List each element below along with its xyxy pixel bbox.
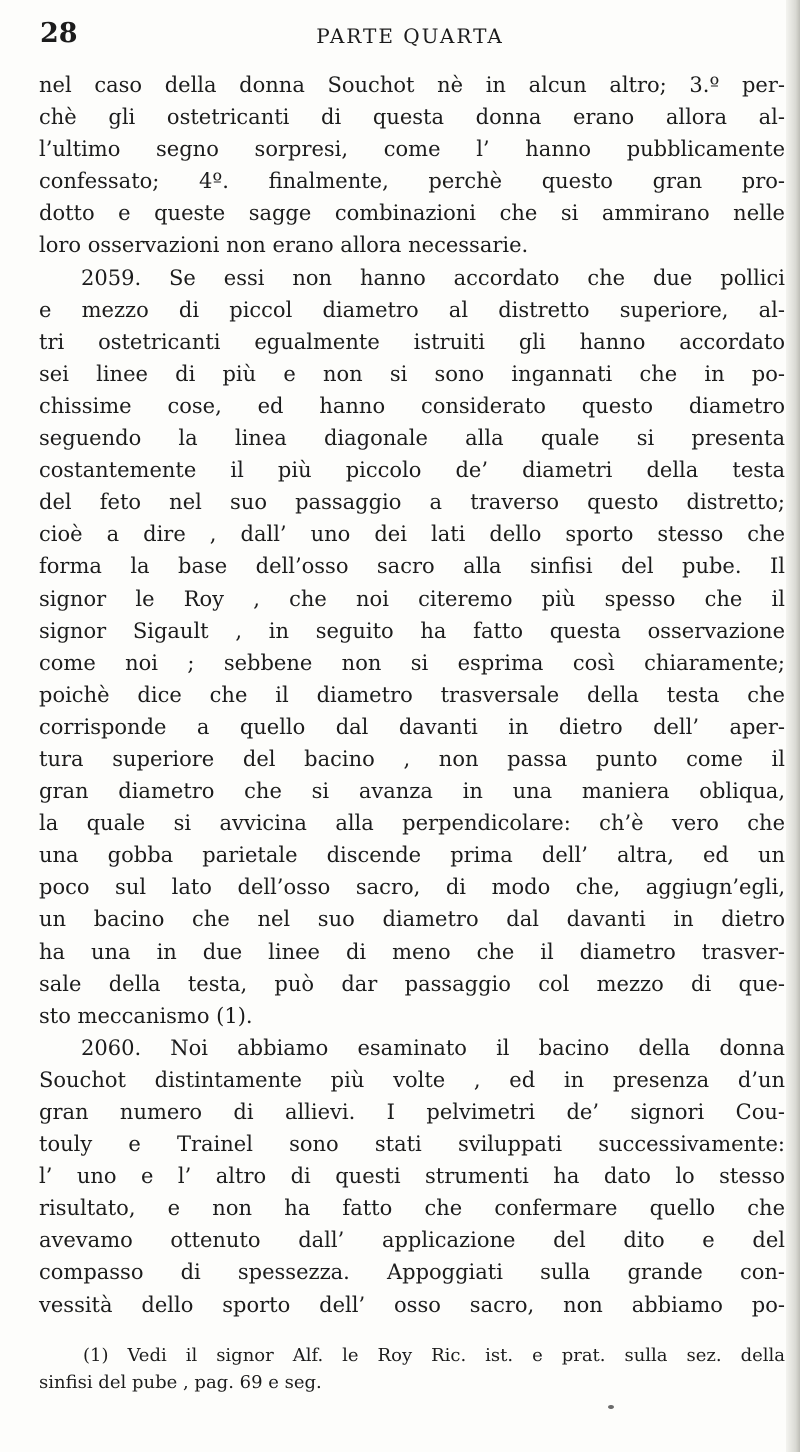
text-line: l’ultimo segno sorpresi, come l’ hanno pubblicamente bbox=[39, 137, 785, 162]
text-line: gran numero di allievi. I pelvimetri de’ signori Cou- bbox=[39, 1100, 785, 1124]
text-line: risultato, e non ha fatto che confermare quello che bbox=[39, 1196, 785, 1221]
text-line: Souchot distintamente più volte , ed in presenza d’un bbox=[39, 1067, 785, 1092]
text-line: touly e Trainel sono stati sviluppati successivamente: bbox=[39, 1132, 785, 1157]
text-line: la quale si avvicina alla perpendicolare: ch’è vero che bbox=[39, 811, 785, 836]
text-line: tri ostetricanti egualmente istruiti gli hanno accordato bbox=[39, 329, 785, 354]
text-line: avevamo ottenuto dall’ applicazione del dito e del bbox=[39, 1228, 785, 1253]
text-line: ha una in due linee di meno che il diametro trasver- bbox=[39, 939, 785, 964]
text-line: corrisponde a quello dal davanti in dietro dell’ aper- bbox=[39, 714, 785, 739]
paragraph-start-2060: 2060. Noi abbiamo esaminato il bacino della donna bbox=[81, 1035, 785, 1060]
footnote-line: (1) Vedi il signor Alf. le Roy Ric. ist. e prat. sulla sez. della bbox=[83, 1345, 785, 1366]
text-line: sto meccanismo (1). bbox=[39, 1003, 253, 1028]
text-line: e mezzo di piccol diametro al distretto superiore, al- bbox=[39, 297, 785, 322]
text-line: costantemente il più piccolo de’ diametri della testa bbox=[39, 458, 785, 483]
text-line: come noi ; sebbene non si esprima così chiaramente; bbox=[39, 650, 785, 675]
text-line: confessato; 4º. finalmente, perchè questo gran pro- bbox=[39, 169, 785, 194]
page-number: 28 bbox=[40, 18, 78, 49]
page-edge-shadow bbox=[786, 0, 800, 1452]
text-line: loro osservazioni non erano allora necessarie. bbox=[39, 233, 529, 258]
body-text bbox=[39, 69, 785, 1321]
text-line: poichè dice che il diametro trasversale della testa che bbox=[39, 682, 785, 707]
footnote bbox=[39, 1343, 785, 1396]
text-line: poco sul lato dell’osso sacro, di modo che, aggiugn’egli, bbox=[39, 875, 785, 900]
text-line: compasso di spessezza. Appoggiati sulla grande con- bbox=[39, 1260, 785, 1285]
text-line: sei linee di più e non si sono ingannati che in po- bbox=[39, 361, 785, 386]
page-header bbox=[40, 18, 780, 58]
text-line: dotto e queste sagge combinazioni che si ammirano nelle bbox=[39, 201, 785, 226]
running-head: PARTE QUARTA bbox=[316, 24, 504, 48]
text-line: gran diametro che si avanza in una maniera obliqua, bbox=[39, 779, 785, 804]
text-line: tura superiore del bacino , non passa punto come il bbox=[39, 746, 785, 771]
text-line: una gobba parietale discende prima dell’ altra, ed un bbox=[39, 843, 785, 868]
footnote-line: sinfisi del pube , pag. 69 e seg. bbox=[39, 1371, 322, 1393]
text-line: signor le Roy , che noi citeremo più spesso che il bbox=[39, 586, 785, 611]
text-line: un bacino che nel suo diametro dal davanti in dietro bbox=[39, 907, 785, 932]
text-line: nel caso della donna Souchot nè in alcun altro; 3.º per- bbox=[39, 73, 785, 97]
text-line: cioè a dire , dall’ uno dei lati dello sporto stesso che bbox=[39, 522, 785, 547]
text-line: sale della testa, può dar passaggio col mezzo di que- bbox=[39, 971, 785, 996]
text-line: seguendo la linea diagonale alla quale si presenta bbox=[39, 426, 785, 451]
paragraph-start-2059: 2059. Se essi non hanno accordato che due pollici bbox=[81, 265, 785, 290]
text-line: del feto nel suo passaggio a traverso questo distretto; bbox=[39, 490, 785, 515]
text-line: chissime cose, ed hanno considerato questo diametro bbox=[39, 393, 785, 418]
ink-speck bbox=[608, 1405, 614, 1409]
text-line: vessità dello sporto dell’ osso sacro, non abbiamo po- bbox=[39, 1292, 785, 1317]
text-line: forma la base dell’osso sacro alla sinfisi del pube. Il bbox=[39, 554, 785, 579]
text-line: signor Sigault , in seguito ha fatto questa osservazione bbox=[39, 618, 785, 643]
text-line: l’ uno e l’ altro di questi strumenti ha dato lo stesso bbox=[39, 1164, 785, 1189]
text-line: chè gli ostetricanti di questa donna erano allora al- bbox=[39, 105, 785, 130]
